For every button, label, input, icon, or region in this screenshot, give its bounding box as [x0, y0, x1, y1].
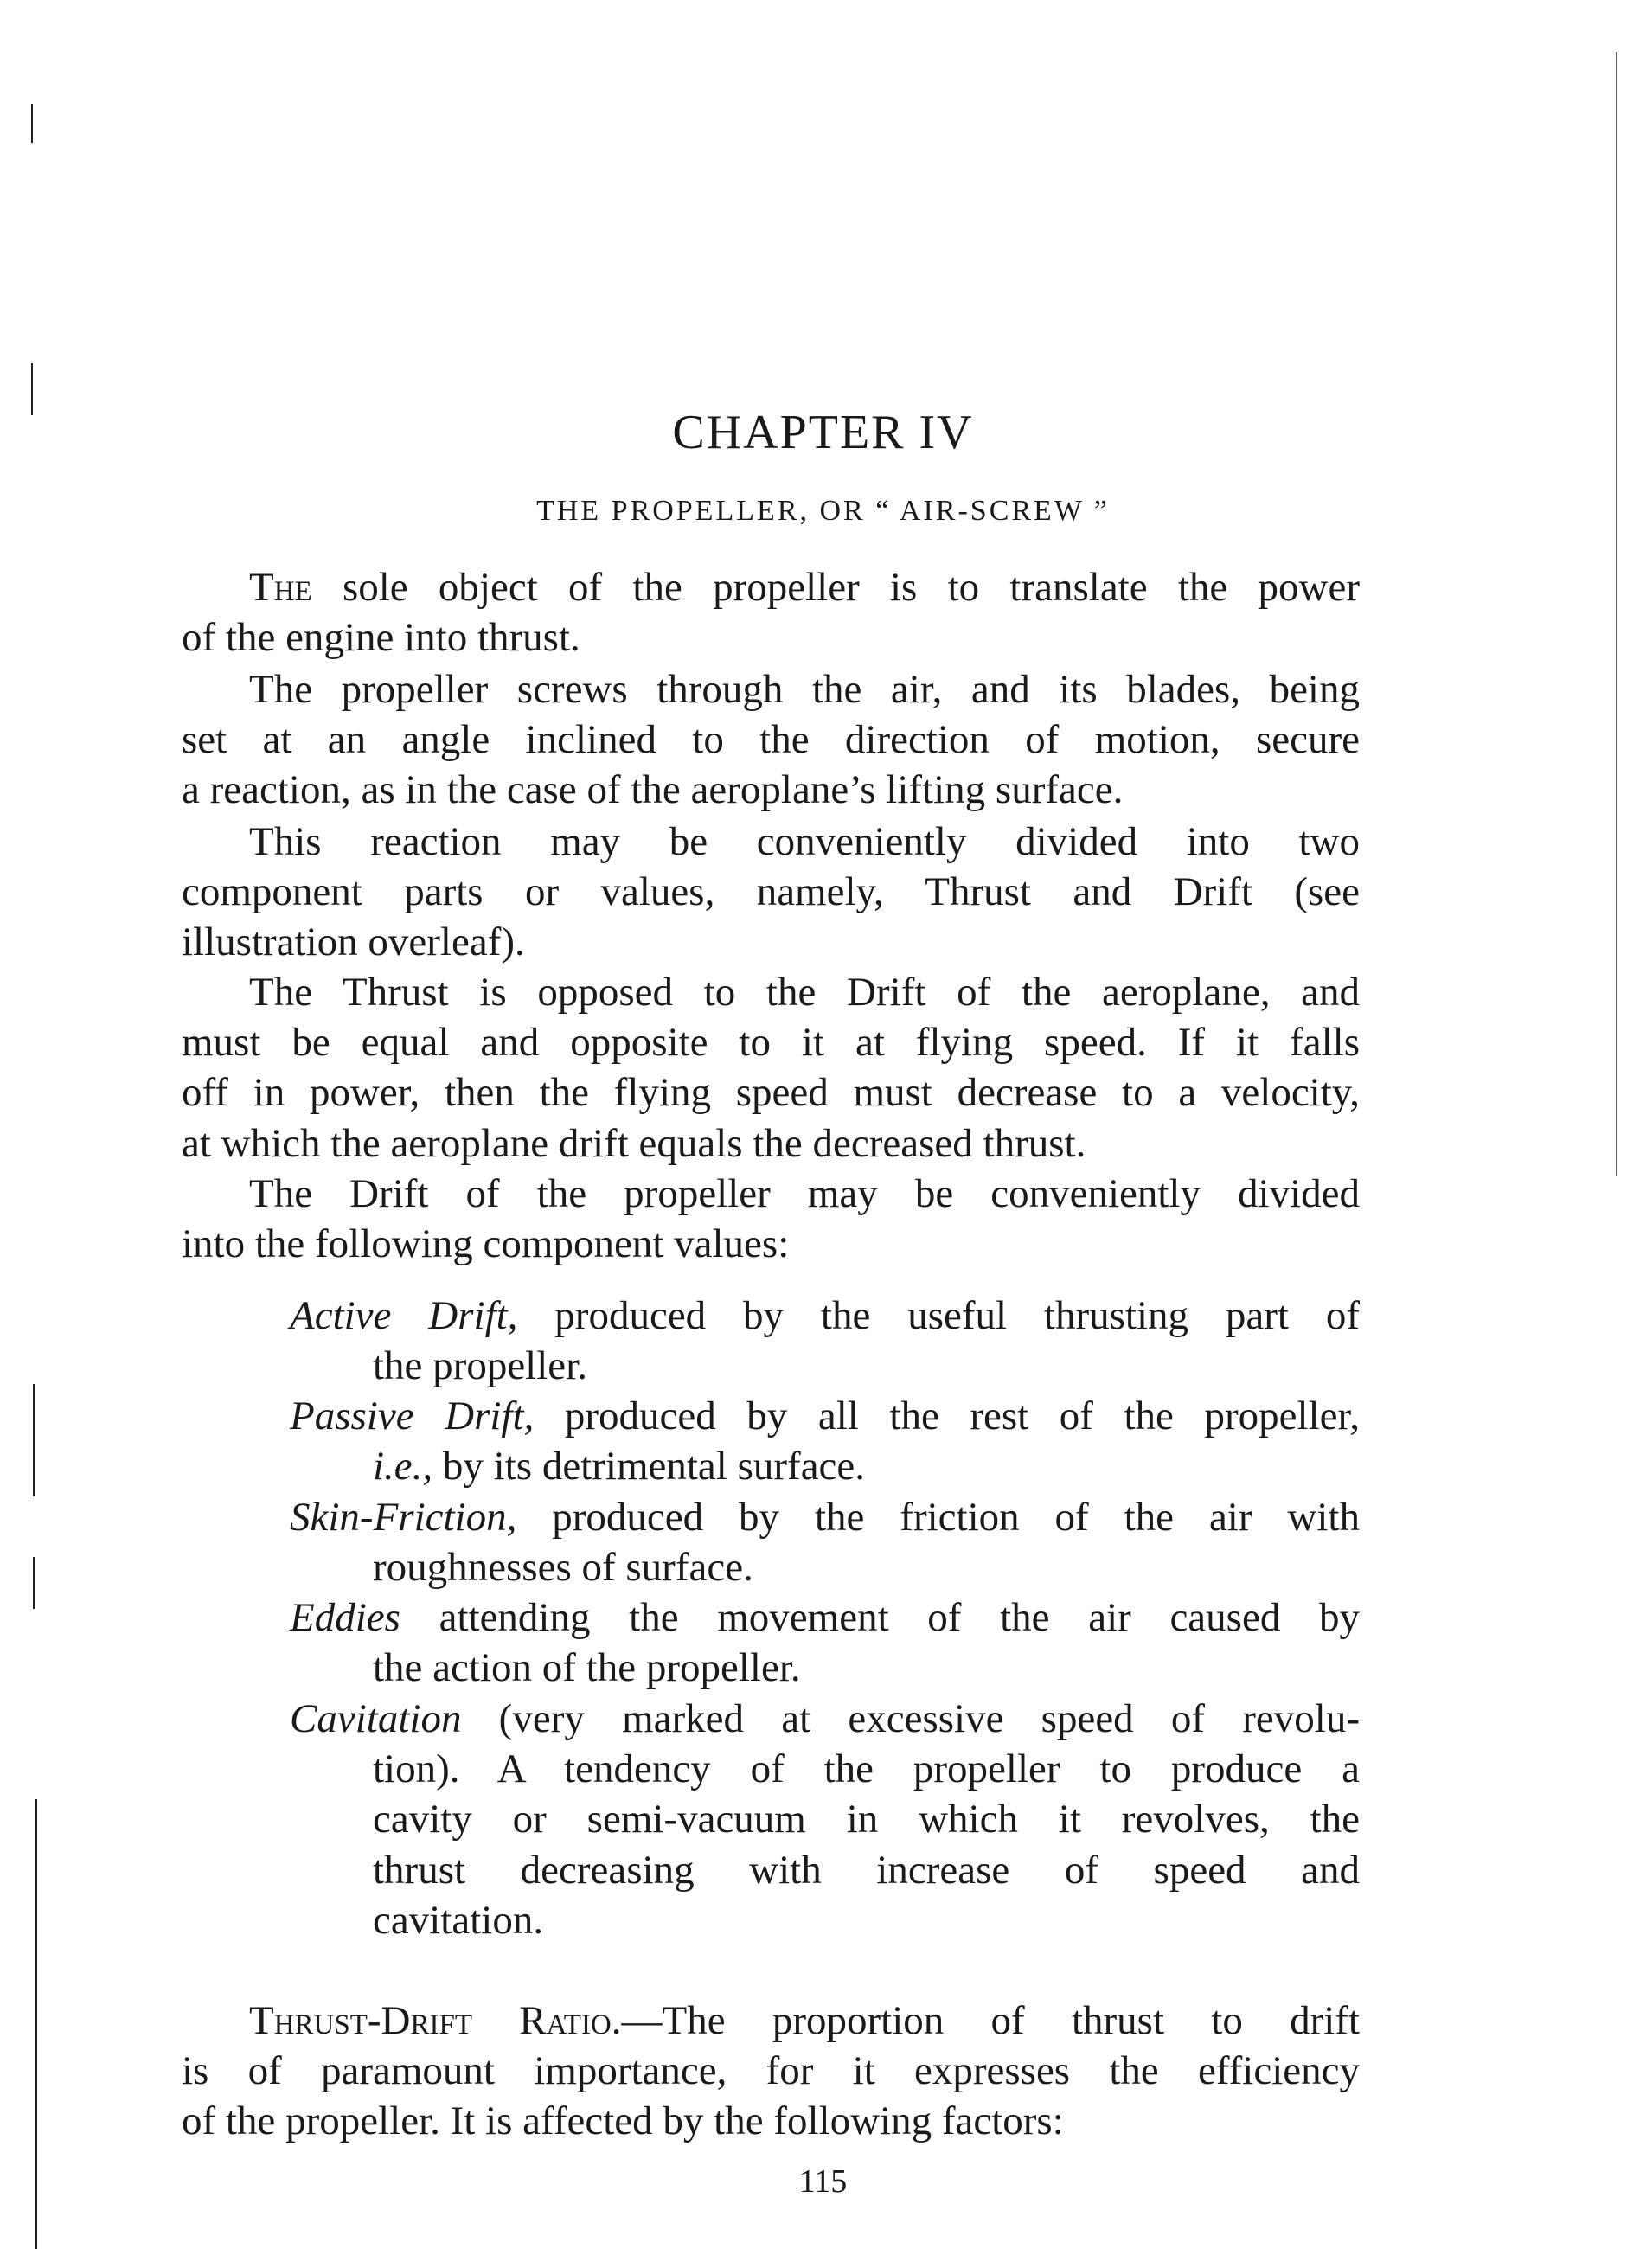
text-line [182, 2046, 1360, 2096]
list-item [182, 1592, 1360, 1693]
text-line [182, 1694, 1360, 1744]
text-span: is of paramount importance, for it expresses the efficiency [182, 2048, 1360, 2094]
text-span: produced by all the rest of the propeller, [534, 1393, 1360, 1438]
text-line [182, 1391, 1360, 1441]
text-span: The Drift of the propeller may be conveniently divided [249, 1171, 1360, 1216]
paragraph [182, 1169, 1360, 1269]
text-span: (very marked at excessive speed of revolu- [461, 1696, 1360, 1741]
italic-term: Active Drift, [290, 1293, 518, 1338]
text-line [182, 1744, 1360, 1794]
italic-term: Passive Drift, [290, 1393, 535, 1438]
small-caps-text: The [249, 565, 312, 610]
text-line [182, 1895, 1360, 1945]
scan-margin-mark [33, 1557, 35, 1609]
text-span: by its detrimental surface. [432, 1444, 866, 1490]
text-span: illustration overleaf). [182, 919, 525, 965]
text-line [182, 1067, 1360, 1118]
paragraph [182, 562, 1360, 663]
text-span: the propeller. [373, 1343, 587, 1389]
text-span: a reaction, as in the case of the aeroplane’s lifting surface. [182, 767, 1124, 813]
text-line [182, 1118, 1360, 1169]
page-number: 115 [798, 2163, 848, 2200]
scan-margin-mark [35, 1799, 37, 2249]
text-line [182, 1169, 1360, 1219]
text-span: thrust decreasing with increase of speed and [373, 1847, 1360, 1893]
text-line [182, 1017, 1360, 1067]
scan-margin-mark [31, 363, 33, 415]
text-line [182, 817, 1360, 867]
text-line [182, 2096, 1360, 2146]
text-span: tion). A tendency of the propeller to produce a [373, 1746, 1360, 1792]
paragraph [182, 967, 1360, 1169]
text-line [182, 1291, 1360, 1341]
paragraph [182, 1996, 1360, 2147]
text-span: roughnesses of surface. [373, 1545, 753, 1591]
text-line [182, 1441, 1360, 1491]
text-line [182, 1996, 1360, 2046]
text-line [182, 1643, 1360, 1693]
list-item [182, 1492, 1360, 1592]
list-item [182, 1694, 1360, 1945]
list-item [182, 1391, 1360, 1491]
text-line [182, 967, 1360, 1017]
text-span: must be equal and opposite to it at flying speed. If it falls [182, 1020, 1360, 1066]
text-span: The Thrust is opposed to the Drift of the aeroplane, and [249, 970, 1360, 1015]
text-span: produced by the friction of the air with [516, 1495, 1360, 1540]
text-span: component parts or values, namely, Thrust and Drift (see [182, 869, 1360, 915]
text-span: of the propeller. It is affected by the following factors: [182, 2098, 1064, 2144]
text-span: The propeller screws through the air, and its blades, being [249, 667, 1360, 712]
text-span: cavitation. [373, 1897, 544, 1943]
text-line [182, 1794, 1360, 1844]
text-span: of the engine into thrust. [182, 615, 580, 661]
italic-term: i.e., [373, 1444, 433, 1490]
text-line [182, 867, 1360, 917]
list-item [182, 1291, 1360, 1391]
text-line [182, 1542, 1360, 1592]
text-span: attending the movement of the air caused by [400, 1595, 1360, 1640]
text-line [182, 664, 1360, 714]
scan-margin-mark [31, 104, 33, 143]
small-caps-text: Thrust-Drift Ratio. [249, 1998, 622, 2043]
scan-margin-mark [33, 1384, 35, 1496]
text-span: at which the aeroplane drift equals the decreased thrust. [182, 1120, 1086, 1166]
text-span: cavity or semi-vacuum in which it revolves, the [373, 1797, 1360, 1842]
text-span: produced by the useful thrusting part of [517, 1293, 1360, 1338]
text-line [182, 612, 1360, 663]
italic-term: Eddies [290, 1595, 400, 1640]
text-line [182, 1492, 1360, 1542]
text-line [182, 1341, 1360, 1391]
paragraph [182, 664, 1360, 816]
chapter-title: CHAPTER IV [672, 406, 974, 459]
text-span: sole object of the propeller is to translate the power [311, 565, 1360, 610]
scan-margin-mark [1616, 52, 1617, 1176]
text-line [182, 562, 1360, 612]
text-line [182, 1845, 1360, 1895]
text-span: —The proportion of thrust to drift [621, 1998, 1360, 2043]
text-line [182, 917, 1360, 967]
italic-term: Cavitation [290, 1696, 462, 1741]
text-span: This reaction may be conveniently divided into two [249, 819, 1360, 864]
text-line [182, 1592, 1360, 1643]
text-span: off in power, then the flying speed must decrease to a velocity, [182, 1070, 1360, 1116]
text-span: set at an angle inclined to the direction of motion, secure [182, 717, 1360, 763]
text-line [182, 1219, 1360, 1269]
paragraph [182, 817, 1360, 968]
text-line [182, 714, 1360, 765]
text-span: the action of the propeller. [373, 1645, 801, 1691]
text-span: into the following component values: [182, 1221, 790, 1267]
text-line [182, 765, 1360, 815]
italic-term: Skin-Friction, [290, 1495, 517, 1540]
chapter-subtitle: THE PROPELLER, OR “ AIR-SCREW ” [536, 495, 1110, 527]
